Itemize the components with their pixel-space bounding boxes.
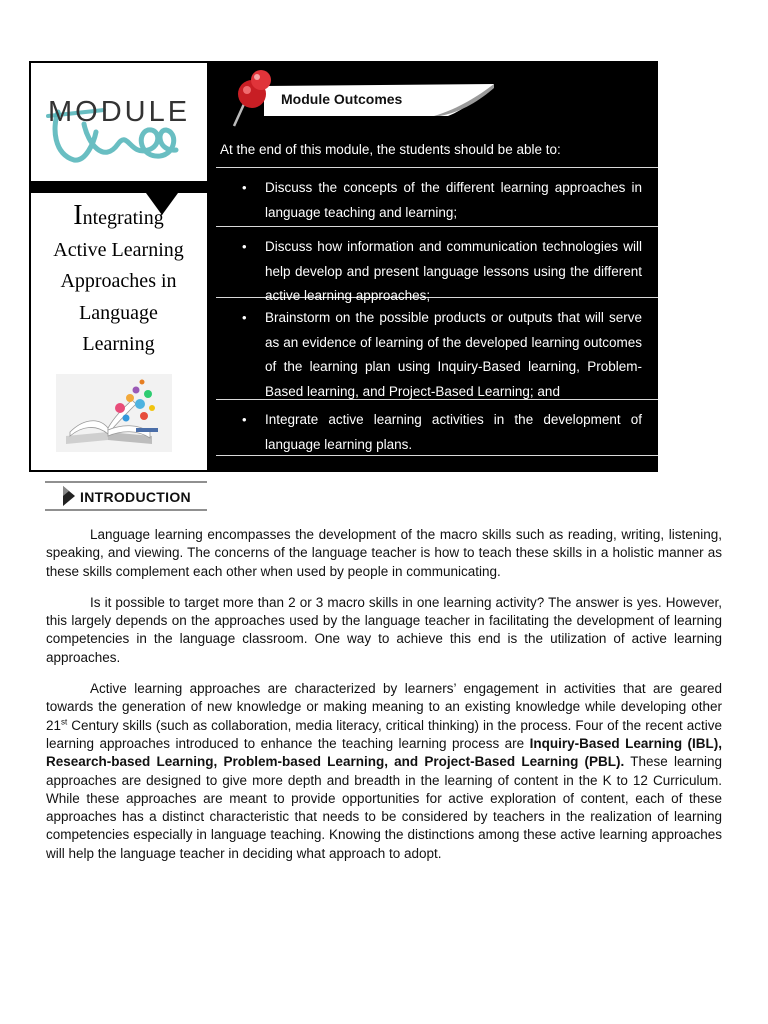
module-word: MODULE [48, 96, 191, 128]
title-first-line: ntegrating [82, 207, 164, 229]
introduction-heading: INTRODUCTION [80, 489, 191, 505]
paragraph-text: Century skills (such as collaboration, media literacy, critical thinking) in the process. Four of the recent active learning approaches introduced to enhance the teaching learning process are [46, 717, 722, 751]
bold-approaches: Inquiry-Based Learning (IBL), Research-based Learning, Problem-based Learning, and Project-Based Learning (PBL). [46, 735, 722, 770]
outcomes-header-label: Module Outcomes [281, 91, 403, 107]
list-item: • Integrate active learning activities in the development of language learning plans. [216, 400, 658, 456]
paragraph: Is it possible to target more than 2 or 3 macro skills in one learning activity? The answer is yes. However, this largely depends on the approaches used by the language teacher in facilitating the development of learning competencies in the language classroom. One way to achieve this end is the utilization of active learning approaches. [46, 594, 722, 665]
title-line: Active Learning [53, 238, 184, 261]
list-item: • Discuss how information and communication technologies will help develop and present language lessons using the different active learning approaches; [216, 227, 658, 298]
list-item: • Brainstorm on the possible products or outputs that will serve as an evidence of learning of the developed learning outcomes of the learning plan using Inquiry-Based learning, Problem-Based learning, and Project-Based Learning; and [216, 298, 658, 400]
pushpin-icon [228, 66, 278, 128]
outcomes-intro: At the end of this module, the students should be able to: [220, 142, 561, 157]
module-title [36, 200, 201, 361]
title-line: Language [79, 301, 158, 324]
open-book-image [56, 374, 172, 452]
outcomes-list [216, 168, 658, 456]
title-line: Approaches in [60, 270, 177, 292]
paragraph-text: These learning approaches are designed to give more depth and breadth in the learning of content in the K to 12 Curriculum. While these approaches are meant to provide opportunities for active exploration of content, each of these approaches has a distinct characteristic that needs to be considered by teachers in the realization of learning competencies especially in language teaching. Knowing the distinctions among these active learning approaches will help the language teacher in deciding what approach to adopt. [46, 754, 722, 861]
list-item: • Discuss the concepts of the different learning approaches in language teaching and learning; [216, 168, 658, 227]
logo-band [30, 181, 207, 193]
paragraph: Language learning encompasses the development of the macro skills such as reading, writing, listening, speaking, and viewing. The concerns of the language teacher is how to teach these skills in a holistic manner as these skills complement each other when used by people in communicating. [46, 527, 722, 579]
introduction-body [46, 526, 722, 876]
superscript: st [61, 717, 68, 727]
title-line: Learning [82, 333, 155, 355]
paragraph [46, 680, 722, 863]
paragraph-text: Active learning approaches are characterized by learners’ engagement in activities that are geared towards the generation of new knowledge or making meaning to an existing knowledge while developing other 21 [46, 681, 722, 733]
title-initial: I [73, 200, 83, 231]
